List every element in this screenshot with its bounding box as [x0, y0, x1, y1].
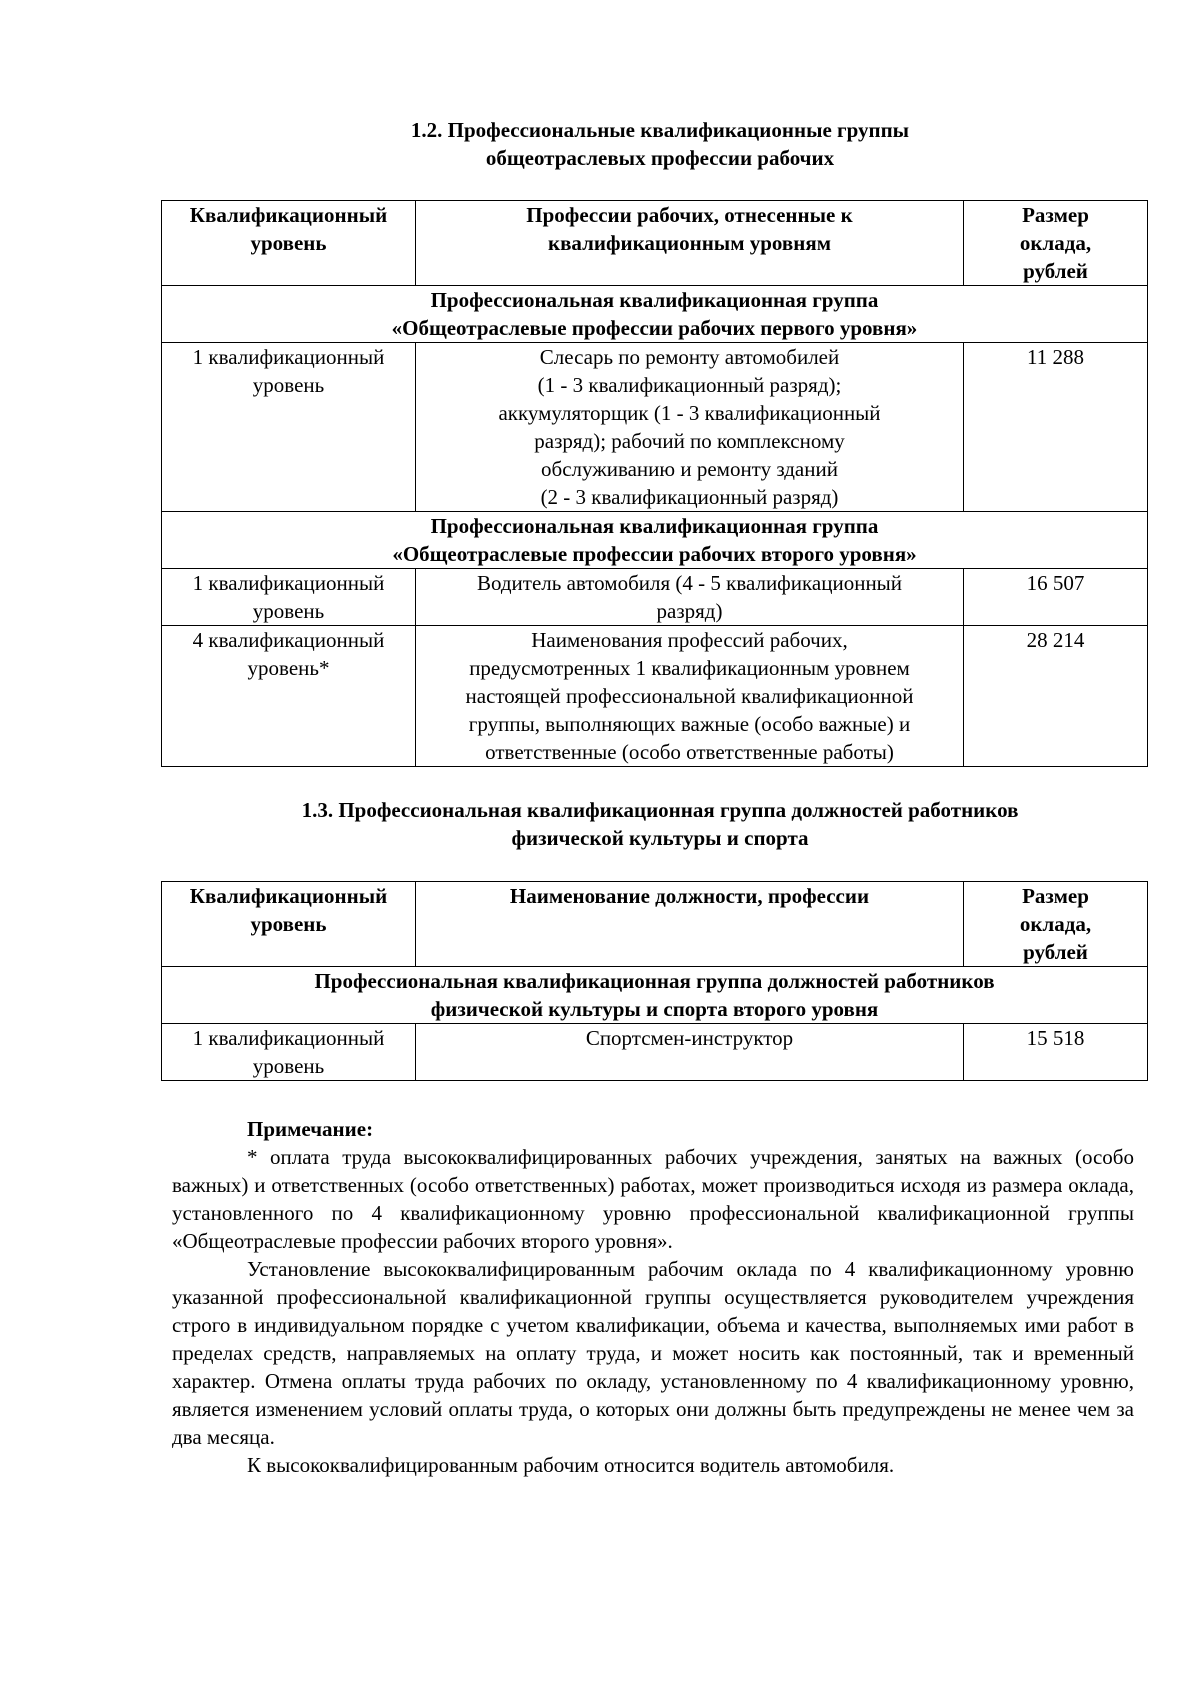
profession-line: ответственные (особо ответственные работы): [485, 740, 894, 764]
profession-cell: [416, 569, 964, 626]
level-line2: уровень: [252, 1054, 325, 1078]
table-1-2: [161, 200, 1148, 767]
salary-cell: 16 507: [964, 569, 1148, 626]
table-1-3-header-row: [162, 882, 1148, 967]
profession-line: разряд); рабочий по комплексному: [534, 429, 845, 453]
header-level-line1: Квалификационный: [189, 203, 388, 227]
header-salary: [964, 882, 1148, 967]
section-1-3-title-line2: физической культуры и спорта: [511, 826, 809, 850]
table-1-2-header-row: [162, 201, 1148, 286]
level-cell: [162, 343, 416, 512]
profession-line: Водитель автомобиля (4 - 5 квалификационный: [476, 571, 903, 595]
header-salary-line1: Размер: [1022, 203, 1089, 227]
note-paragraph-1: * оплата труда высококвалифицированных рабочих учреждения, занятых на важных (особо важных) и ответственных (особо ответственных) работах, может производиться исходя из размера оклада, установленного по 4 квалификационному уровню профессиональной квалификационной группы «Общеотраслевые профессии рабочих второго уровня».: [172, 1145, 1134, 1253]
group-heading-line2: физической культуры и спорта второго уровня: [430, 997, 879, 1021]
header-salary-line2: оклада,: [1019, 231, 1092, 255]
profession-line: настоящей профессиональной квалификационной: [465, 684, 914, 708]
level-line1: 1 квалификационный: [192, 571, 385, 595]
header-salary-line3: рублей: [1023, 259, 1088, 283]
position-cell: Спортсмен-инструктор: [416, 1024, 964, 1081]
salary-cell: 15 518: [964, 1024, 1148, 1081]
header-level: [162, 201, 416, 286]
section-1-2-title: [160, 116, 1160, 172]
profession-line: Слесарь по ремонту автомобилей: [539, 345, 840, 369]
note-paragraph-2: Установление высококвалифицированным рабочим оклада по 4 квалификационному уровню указанной профессиональной квалификационной группы осуществляется руководителем учреждения строго в индивидуальном порядке с учетом квалификации, объема и качества, выполняемых ими работ в пределах средств, направляемых на оплату труда, и может носить как постоянный, так и временный характер. Отмена оплаты труда рабочих по окладу, установленному по 4 квалификационному уровню, является изменением условий оплаты труда, о которых они должны быть предупреждены не менее чем за два месяца.: [172, 1257, 1134, 1449]
note-paragraph-3: К высококвалифицированным рабочим относится водитель автомобиля.: [247, 1453, 895, 1477]
group-heading-line1: Профессиональная квалификационная группа должностей работников: [314, 969, 995, 993]
level-line1: 1 квалификационный: [192, 1026, 385, 1050]
level-line1: 1 квалификационный: [192, 345, 385, 369]
profession-cell: [416, 343, 964, 512]
table-1-2-group1-row: [162, 286, 1148, 343]
table-row: [162, 569, 1148, 626]
group-heading-line2: «Общеотраслевые профессии рабочих второго уровня»: [392, 542, 917, 566]
profession-line: (1 - 3 квалификационный разряд);: [537, 373, 842, 397]
profession-line: аккумуляторщик (1 - 3 квалификационный: [498, 401, 881, 425]
group-heading: [162, 512, 1148, 569]
note-heading: Примечание:: [247, 1117, 374, 1141]
header-level-line2: уровень: [250, 912, 327, 936]
header-level: [162, 882, 416, 967]
level-cell: [162, 626, 416, 767]
header-professions-line2: квалификационным уровням: [547, 231, 832, 255]
header-salary: [964, 201, 1148, 286]
header-professions-line1: Профессии рабочих, отнесенные к: [526, 203, 853, 227]
salary-cell: 11 288: [964, 343, 1148, 512]
table-1-2-group2-row: [162, 512, 1148, 569]
level-cell: [162, 569, 416, 626]
group-heading: [162, 967, 1148, 1024]
group-heading-line1: Профессиональная квалификационная группа: [430, 288, 879, 312]
group-heading: [162, 286, 1148, 343]
profession-line: Наименования профессий рабочих,: [531, 628, 848, 652]
table-row: [162, 1024, 1148, 1081]
profession-line: разряд): [656, 599, 723, 623]
profession-line: группы, выполняющих важные (особо важные) и: [468, 712, 911, 736]
header-level-line1: Квалификационный: [189, 884, 388, 908]
profession-cell: [416, 626, 964, 767]
level-line1: 4 квалификационный: [192, 628, 385, 652]
section-1-2-title-line2: общеотраслевых профессии рабочих: [485, 146, 835, 170]
section-1-3-title: [160, 796, 1160, 852]
group-heading-line1: Профессиональная квалификационная группа: [430, 514, 879, 538]
salary-cell: 28 214: [964, 626, 1148, 767]
header-salary-line2: оклада,: [1019, 912, 1092, 936]
table-1-3: [161, 881, 1148, 1081]
table-1-3-group1-row: [162, 967, 1148, 1024]
level-cell: [162, 1024, 416, 1081]
header-position: Наименование должности, профессии: [416, 882, 964, 967]
level-line2: уровень: [252, 373, 325, 397]
header-professions: [416, 201, 964, 286]
table-row: [162, 343, 1148, 512]
profession-line: (2 - 3 квалификационный разряд): [540, 485, 839, 509]
table-row: [162, 626, 1148, 767]
header-salary-line3: рублей: [1023, 940, 1088, 964]
profession-line: обслуживанию и ремонту зданий: [541, 457, 838, 481]
profession-line: предусмотренных 1 квалификационным уровнем: [469, 656, 910, 680]
header-salary-line1: Размер: [1022, 884, 1089, 908]
group-heading-line2: «Общеотраслевые профессии рабочих первого уровня»: [391, 316, 918, 340]
note-block: [172, 1115, 1134, 1479]
section-1-3-title-line1: 1.3. Профессиональная квалификационная группа должностей работников: [301, 798, 1019, 822]
section-1-2-title-line1: 1.2. Профессиональные квалификационные группы: [410, 118, 910, 142]
header-level-line2: уровень: [250, 231, 327, 255]
level-line2: уровень*: [247, 656, 330, 680]
level-line2: уровень: [252, 599, 325, 623]
